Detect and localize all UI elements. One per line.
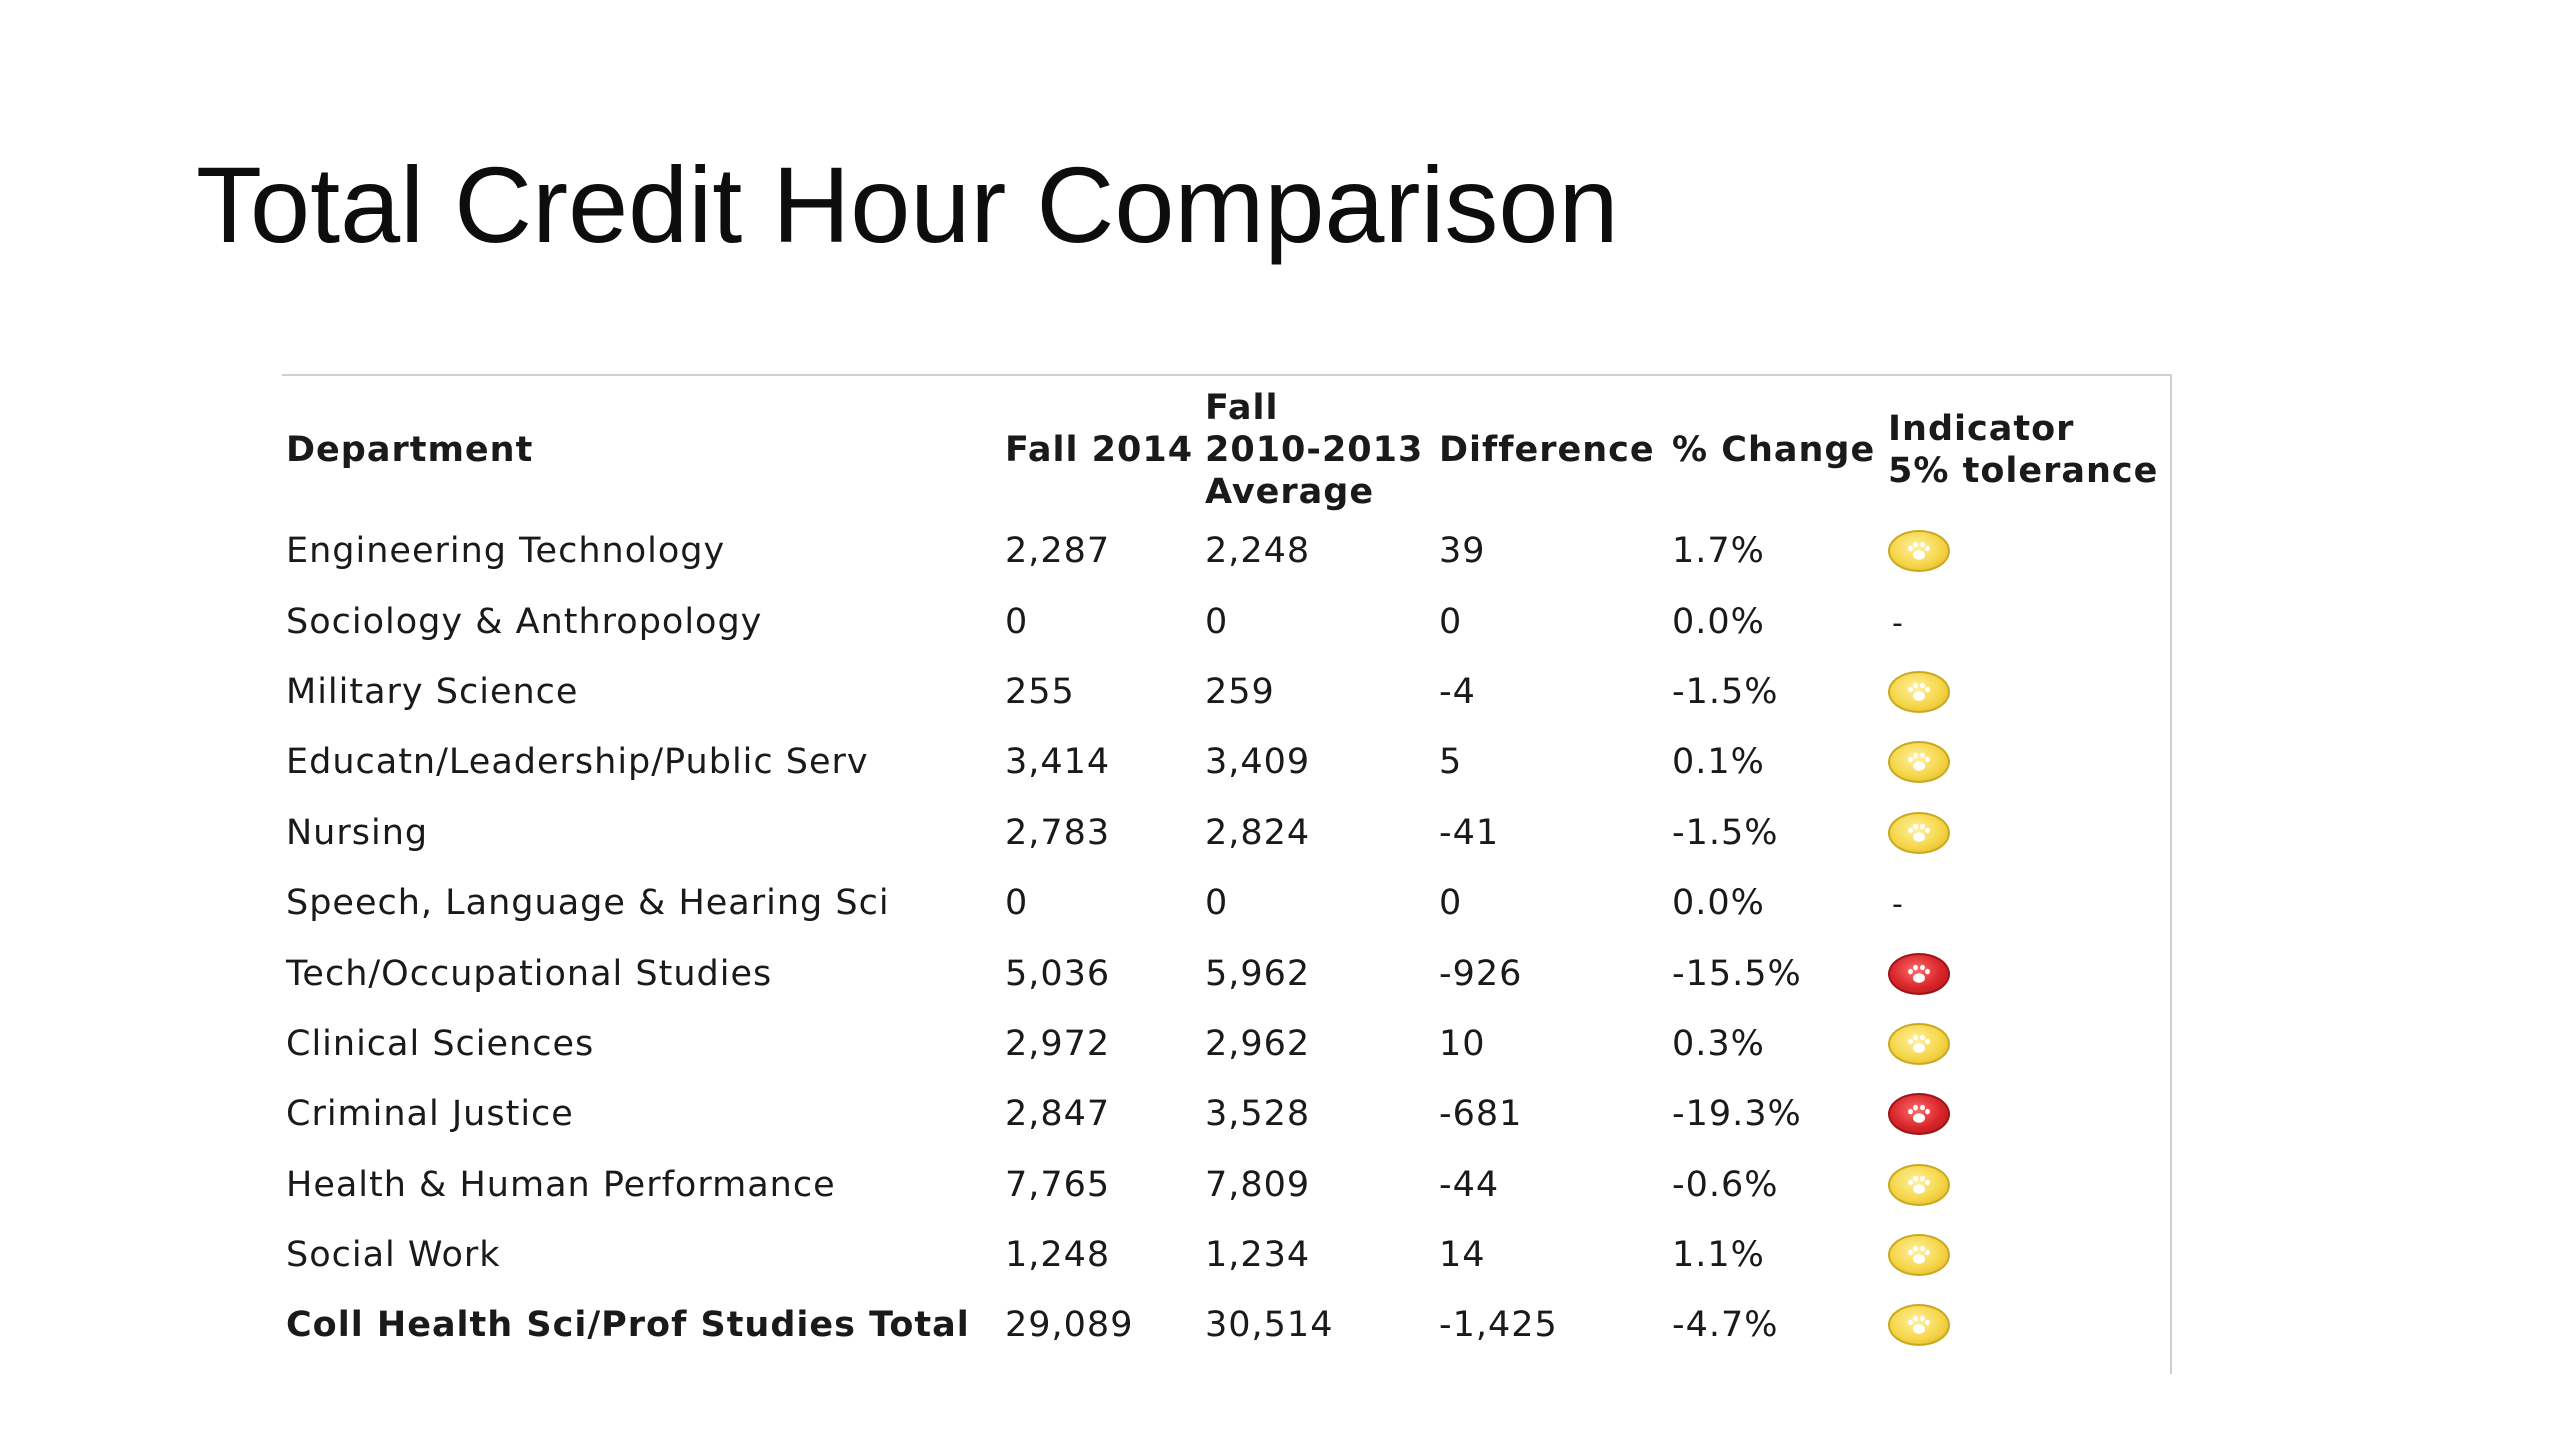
header-department: Department [286,430,534,470]
cell-indicator [1888,1079,2166,1149]
cell-fall-2014: 0 [1005,883,1029,924]
cell-difference: -4 [1439,671,1476,712]
cell-difference: -1,425 [1439,1305,1558,1346]
yellow-paw-icon [1888,530,1950,572]
header-pct-change: % Change [1672,430,1876,470]
cell-pct-change: -19.3% [1672,1094,1802,1135]
cell-average: 30,514 [1205,1305,1334,1346]
yellow-paw-icon [1888,812,1950,854]
cell-department: Speech, Language & Hearing Sci [286,883,890,924]
credit-hour-table [286,386,2166,1361]
cell-fall-2014: 1,248 [1005,1235,1111,1276]
cell-pct-change: -1.5% [1672,671,1779,712]
table-body [286,516,2166,1361]
cell-difference: -926 [1439,953,1523,994]
cell-difference: 0 [1439,883,1463,924]
table-row [286,1079,2166,1149]
cell-difference: 5 [1439,742,1463,783]
table-row [286,938,2166,1008]
cell-pct-change: -1.5% [1672,812,1779,853]
table-row [286,657,2166,727]
header-average [1205,386,1439,516]
cell-fall-2014: 7,765 [1005,1164,1111,1205]
yellow-paw-icon [1888,671,1950,713]
table-row [286,1220,2166,1290]
header-average-line3: Average [1205,472,1375,512]
cell-indicator [1888,938,2166,1008]
cell-department: Sociology & Anthropology [286,601,763,642]
header-average-line1: Fall [1205,388,1279,428]
cell-difference: 0 [1439,601,1463,642]
cell-pct-change: 1.1% [1672,1235,1765,1276]
cell-pct-change: 0.3% [1672,1023,1765,1064]
cell-average: 259 [1205,671,1275,712]
table-row [286,586,2166,656]
cell-fall-2014: 5,036 [1005,953,1111,994]
cell-indicator [1888,727,2166,797]
red-paw-icon [1888,1093,1950,1135]
cell-difference: -681 [1439,1094,1523,1135]
cell-difference: -41 [1439,812,1500,853]
indicator-dash: - [1892,605,1904,641]
cell-pct-change: 0.1% [1672,742,1765,783]
cell-department: Tech/Occupational Studies [286,953,773,994]
cell-average: 3,528 [1205,1094,1311,1135]
header-fall-2014: Fall 2014 [1005,430,1194,470]
cell-department: Nursing [286,812,429,853]
table-header-row [286,386,2166,516]
cell-department: Engineering Technology [286,531,726,572]
cell-pct-change: -15.5% [1672,953,1802,994]
cell-difference: 39 [1439,531,1486,572]
yellow-paw-icon [1888,1164,1950,1206]
table-row [286,798,2166,868]
cell-average: 5,962 [1205,953,1311,994]
cell-average: 2,962 [1205,1023,1311,1064]
yellow-paw-icon [1888,1023,1950,1065]
cell-fall-2014: 2,847 [1005,1094,1111,1135]
cell-pct-change: -4.7% [1672,1305,1779,1346]
cell-department: Health & Human Performance [286,1164,836,1205]
cell-pct-change: 0.0% [1672,883,1765,924]
cell-fall-2014: 2,287 [1005,531,1111,572]
cell-department: Criminal Justice [286,1094,574,1135]
yellow-paw-icon [1888,1304,1950,1346]
indicator-dash: - [1892,887,1904,923]
header-average-line2: 2010-2013 [1205,430,1424,470]
cell-department: Military Science [286,671,579,712]
cell-average: 7,809 [1205,1164,1311,1205]
cell-indicator [1888,1220,2166,1290]
cell-difference: 10 [1439,1023,1486,1064]
header-indicator-line1: Indicator [1888,409,2075,449]
table-row [286,516,2166,586]
header-indicator-line2: 5% tolerance [1888,451,2159,491]
cell-indicator [1888,1290,2166,1360]
cell-fall-2014: 2,972 [1005,1023,1111,1064]
cell-indicator [1888,657,2166,727]
table-row [286,1009,2166,1079]
cell-fall-2014: 2,783 [1005,812,1111,853]
cell-average: 0 [1205,601,1229,642]
header-difference: Difference [1439,430,1655,470]
cell-fall-2014: 29,089 [1005,1305,1134,1346]
cell-difference: 14 [1439,1235,1486,1276]
cell-difference: -44 [1439,1164,1500,1205]
yellow-paw-icon [1888,1234,1950,1276]
cell-indicator [1888,868,2166,938]
cell-pct-change: -0.6% [1672,1164,1779,1205]
cell-department: Social Work [286,1235,501,1276]
cell-average: 2,824 [1205,812,1311,853]
table-total-row [286,1290,2166,1360]
table-row [286,868,2166,938]
table-row [286,1150,2166,1220]
cell-indicator [1888,1150,2166,1220]
cell-indicator [1888,1009,2166,1079]
cell-department: Clinical Sciences [286,1023,595,1064]
cell-fall-2014: 255 [1005,671,1075,712]
cell-average: 3,409 [1205,742,1311,783]
table-frame [282,374,2172,1374]
cell-department: Educatn/Leadership/Public Serv [286,742,869,783]
cell-fall-2014: 3,414 [1005,742,1111,783]
cell-fall-2014: 0 [1005,601,1029,642]
cell-average: 0 [1205,883,1229,924]
cell-indicator [1888,516,2166,586]
cell-department: Coll Health Sci/Prof Studies Total [286,1305,970,1346]
yellow-paw-icon [1888,741,1950,783]
cell-average: 1,234 [1205,1235,1311,1276]
cell-pct-change: 1.7% [1672,531,1765,572]
header-indicator [1888,386,2166,516]
red-paw-icon [1888,953,1950,995]
cell-average: 2,248 [1205,531,1311,572]
table-row [286,727,2166,797]
slide-title: Total Credit Hour Comparison [196,144,1619,265]
cell-indicator [1888,586,2166,656]
cell-indicator [1888,798,2166,868]
cell-pct-change: 0.0% [1672,601,1765,642]
